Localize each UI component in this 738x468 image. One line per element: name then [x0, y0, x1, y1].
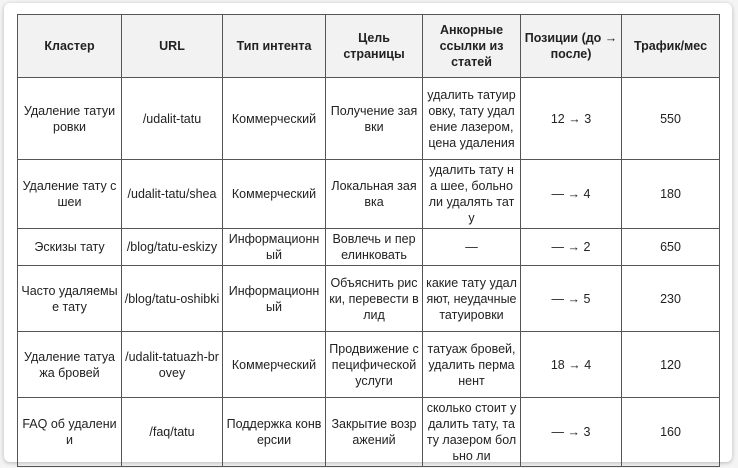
cell-url: /faq/tatu [122, 398, 223, 467]
cell-cluster: Удаление татуировки [18, 78, 122, 160]
cell-anchors: татуаж бровей, удалить перманент [423, 332, 521, 398]
header-goal: Цель страницы [326, 15, 423, 78]
cell-intent: Информационный [223, 229, 326, 266]
table-row [18, 266, 720, 332]
cell-cluster: Часто удаляемые тату [18, 266, 122, 332]
cell-positions: — → 5 [521, 266, 622, 332]
table-row [18, 332, 720, 398]
cell-cluster: FAQ об удалении [18, 398, 122, 467]
cell-traffic: 550 [622, 78, 720, 160]
header-url: URL [122, 15, 223, 78]
header-anchors: Анкорные ссылки из статей [423, 15, 521, 78]
table-row [18, 229, 720, 266]
cell-positions: 18 → 4 [521, 332, 622, 398]
cell-url: /udalit-tatu/shea [122, 160, 223, 229]
cell-positions: — → 2 [521, 229, 622, 266]
cell-positions: 12 → 3 [521, 78, 622, 160]
cell-traffic: 230 [622, 266, 720, 332]
cell-url: /blog/tatu-oshibki [122, 266, 223, 332]
cell-goal: Локальная заявка [326, 160, 423, 229]
cell-anchors: — [423, 229, 521, 266]
cell-intent: Поддержка конверсии [223, 398, 326, 467]
header-intent: Тип интента [223, 15, 326, 78]
cell-goal: Объяснить риски, перевести в лид [326, 266, 423, 332]
header-positions: Позиции (до → после) [521, 15, 622, 78]
table-row [18, 160, 720, 229]
cell-goal: Вовлечь и перелинковать [326, 229, 423, 266]
table-card [4, 3, 732, 462]
cell-positions: — → 4 [521, 160, 622, 229]
cell-anchors: удалить татуировку, тату удаление лазером, цена удаления [423, 78, 521, 160]
cell-traffic: 650 [622, 229, 720, 266]
cell-intent: Коммерческий [223, 332, 326, 398]
table-row [18, 78, 720, 160]
cell-traffic: 180 [622, 160, 720, 229]
cell-traffic: 160 [622, 398, 720, 467]
header-cluster: Кластер [18, 15, 122, 78]
table-header-row [18, 15, 720, 78]
cell-cluster: Удаление тату с шеи [18, 160, 122, 229]
table-row [18, 398, 720, 467]
cell-intent: Коммерческий [223, 78, 326, 160]
cell-intent: Коммерческий [223, 160, 326, 229]
cell-url: /blog/tatu-eskizy [122, 229, 223, 266]
cell-intent: Информационный [223, 266, 326, 332]
cell-anchors: какие тату удаляют, неудачные татуировки [423, 266, 521, 332]
cell-cluster: Удаление татуажа бровей [18, 332, 122, 398]
cell-url: /udalit-tatuazh-brovey [122, 332, 223, 398]
cell-goal: Продвижение специфической услуги [326, 332, 423, 398]
header-traffic: Трафик/мес [622, 15, 720, 78]
cell-traffic: 120 [622, 332, 720, 398]
cell-anchors: удалить тату на шее, больно ли удалять тату [423, 160, 521, 229]
cell-anchors: сколько стоит удалить тату, тату лазером больно ли [423, 398, 521, 467]
cell-url: /udalit-tatu [122, 78, 223, 160]
cell-positions: — → 3 [521, 398, 622, 467]
seo-clusters-table [17, 14, 720, 467]
cell-cluster: Эскизы тату [18, 229, 122, 266]
cell-goal: Закрытие возражений [326, 398, 423, 467]
cell-goal: Получение заявки [326, 78, 423, 160]
